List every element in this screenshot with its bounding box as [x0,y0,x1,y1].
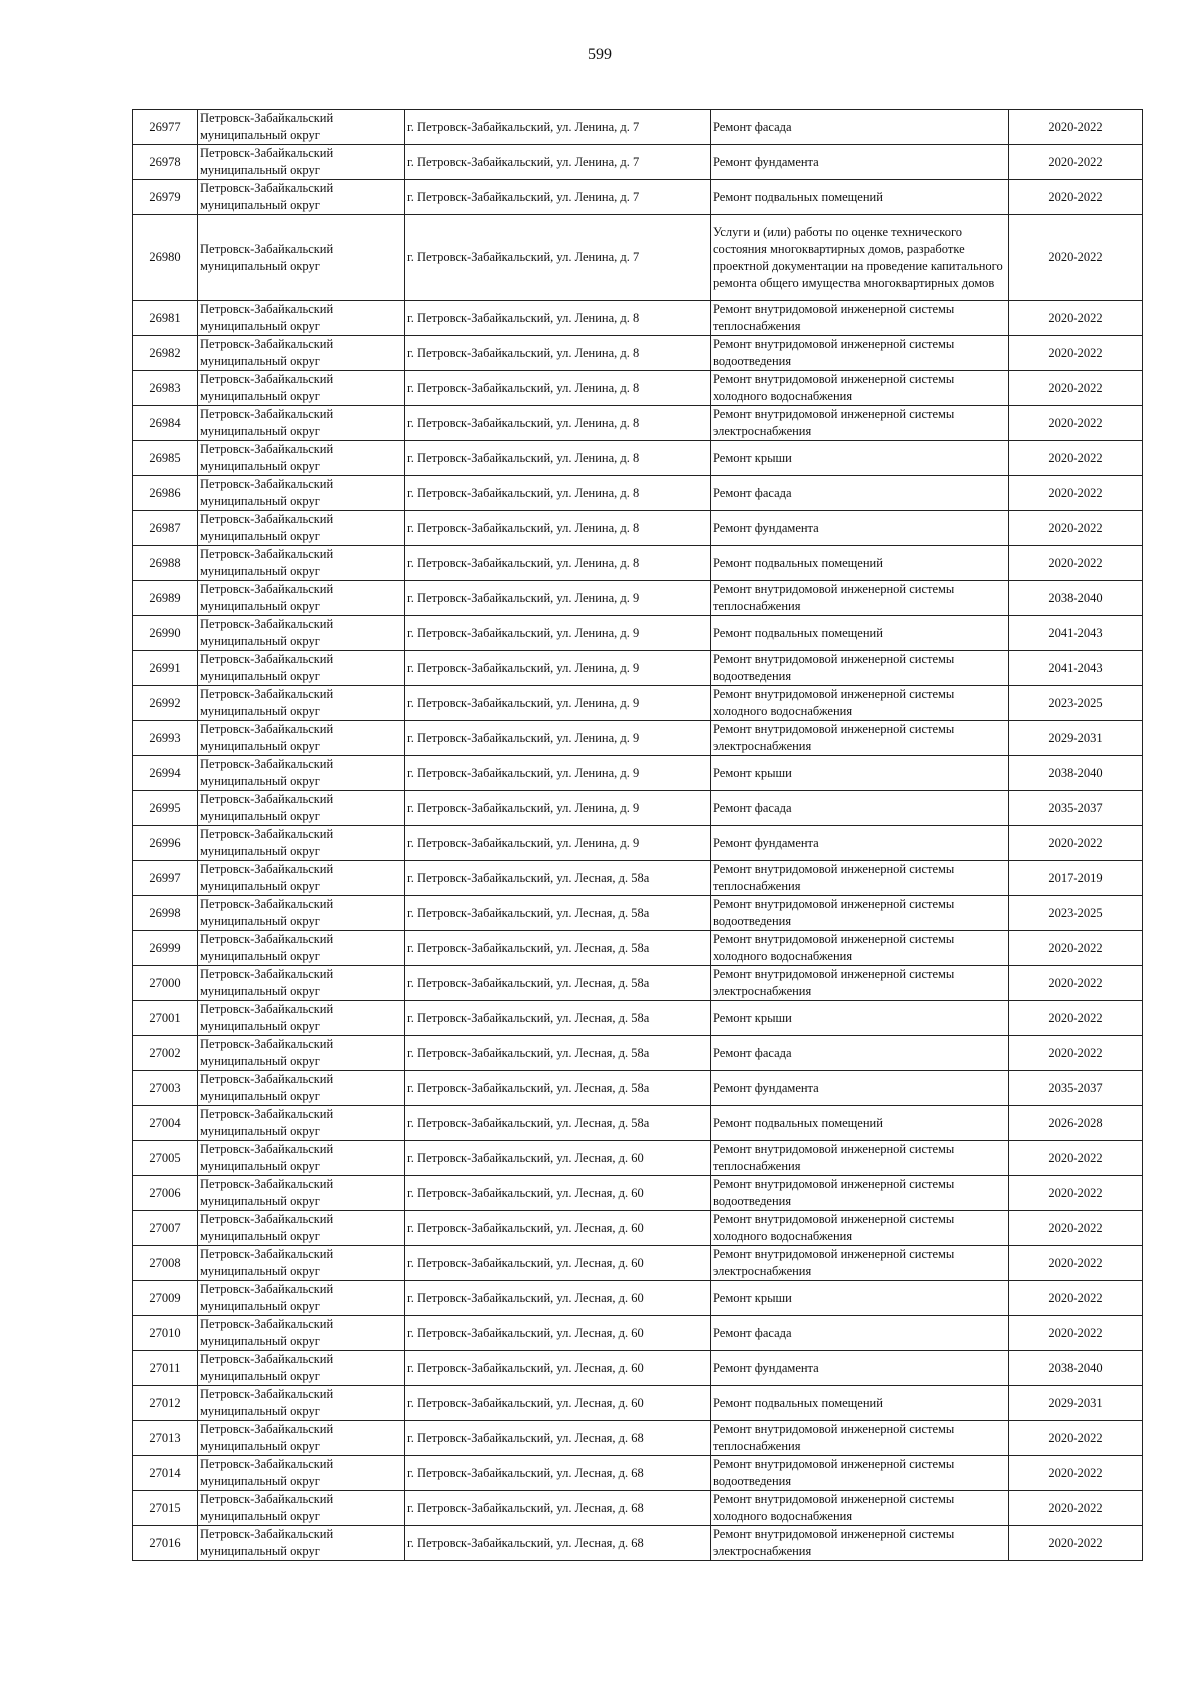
period-cell: 2020-2022 [1009,110,1143,145]
table-row [133,826,1143,861]
row-id-cell: 26991 [133,651,198,686]
period-cell: 2020-2022 [1009,1526,1143,1561]
work-type-cell: Ремонт внутридомовой инженерной системы холодного водоснабжения [711,931,1009,966]
period-cell: 2020-2022 [1009,336,1143,371]
work-type-cell: Ремонт фасада [711,791,1009,826]
table-row [133,1071,1143,1106]
address-cell: г. Петровск-Забайкальский, ул. Лесная, д. 58а [405,1036,711,1071]
address-cell: г. Петровск-Забайкальский, ул. Ленина, д. 8 [405,511,711,546]
table-row [133,1281,1143,1316]
table-row [133,1176,1143,1211]
municipality-cell: Петровск-Забайкальский муниципальный округ [198,1421,405,1456]
period-cell: 2017-2019 [1009,861,1143,896]
row-id-cell: 27011 [133,1351,198,1386]
row-id-cell: 26995 [133,791,198,826]
period-cell: 2020-2022 [1009,511,1143,546]
period-cell: 2020-2022 [1009,966,1143,1001]
municipality-cell: Петровск-Забайкальский муниципальный округ [198,1176,405,1211]
row-id-cell: 26999 [133,931,198,966]
period-cell: 2020-2022 [1009,215,1143,301]
page-number: 599 [588,46,612,63]
work-type-cell: Ремонт внутридомовой инженерной системы холодного водоснабжения [711,1491,1009,1526]
row-id-cell: 27000 [133,966,198,1001]
address-cell: г. Петровск-Забайкальский, ул. Лесная, д. 58а [405,861,711,896]
repair-schedule-table [132,109,1143,1561]
period-cell: 2038-2040 [1009,581,1143,616]
table-row [133,1351,1143,1386]
address-cell: г. Петровск-Забайкальский, ул. Ленина, д. 9 [405,721,711,756]
table-row [133,1246,1143,1281]
period-cell: 2020-2022 [1009,1491,1143,1526]
municipality-cell: Петровск-Забайкальский муниципальный округ [198,406,405,441]
work-type-cell: Ремонт подвальных помещений [711,1106,1009,1141]
address-cell: г. Петровск-Забайкальский, ул. Ленина, д. 9 [405,651,711,686]
work-type-cell: Ремонт фундамента [711,826,1009,861]
address-cell: г. Петровск-Забайкальский, ул. Лесная, д. 60 [405,1176,711,1211]
address-cell: г. Петровск-Забайкальский, ул. Лесная, д. 60 [405,1281,711,1316]
row-id-cell: 26996 [133,826,198,861]
address-cell: г. Петровск-Забайкальский, ул. Ленина, д. 8 [405,476,711,511]
address-cell: г. Петровск-Забайкальский, ул. Ленина, д. 8 [405,336,711,371]
table-row [133,145,1143,180]
table-row [133,756,1143,791]
period-cell: 2023-2025 [1009,896,1143,931]
address-cell: г. Петровск-Забайкальский, ул. Лесная, д. 60 [405,1211,711,1246]
work-type-cell: Ремонт внутридомовой инженерной системы водоотведения [711,651,1009,686]
table-row [133,581,1143,616]
period-cell: 2020-2022 [1009,1211,1143,1246]
table-row [133,1456,1143,1491]
table-row [133,1211,1143,1246]
work-type-cell: Ремонт подвальных помещений [711,180,1009,215]
row-id-cell: 27014 [133,1456,198,1491]
work-type-cell: Ремонт фасада [711,1036,1009,1071]
period-cell: 2023-2025 [1009,686,1143,721]
address-cell: г. Петровск-Забайкальский, ул. Лесная, д. 68 [405,1526,711,1561]
row-id-cell: 26993 [133,721,198,756]
address-cell: г. Петровск-Забайкальский, ул. Ленина, д. 7 [405,145,711,180]
row-id-cell: 26983 [133,371,198,406]
municipality-cell: Петровск-Забайкальский муниципальный округ [198,791,405,826]
period-cell: 2035-2037 [1009,791,1143,826]
row-id-cell: 26986 [133,476,198,511]
row-id-cell: 26984 [133,406,198,441]
municipality-cell: Петровск-Забайкальский муниципальный округ [198,441,405,476]
table-row [133,301,1143,336]
work-type-cell: Ремонт внутридомовой инженерной системы теплоснабжения [711,1421,1009,1456]
period-cell: 2020-2022 [1009,476,1143,511]
row-id-cell: 27009 [133,1281,198,1316]
row-id-cell: 26980 [133,215,198,301]
address-cell: г. Петровск-Забайкальский, ул. Ленина, д. 8 [405,301,711,336]
row-id-cell: 26985 [133,441,198,476]
table-row [133,511,1143,546]
row-id-cell: 27013 [133,1421,198,1456]
row-id-cell: 26978 [133,145,198,180]
municipality-cell: Петровск-Забайкальский муниципальный округ [198,301,405,336]
row-id-cell: 26992 [133,686,198,721]
table-row [133,931,1143,966]
row-id-cell: 27016 [133,1526,198,1561]
address-cell: г. Петровск-Забайкальский, ул. Лесная, д. 58а [405,966,711,1001]
row-id-cell: 26998 [133,896,198,931]
address-cell: г. Петровск-Забайкальский, ул. Лесная, д. 58а [405,1071,711,1106]
municipality-cell: Петровск-Забайкальский муниципальный округ [198,616,405,651]
table-row [133,1526,1143,1561]
address-cell: г. Петровск-Забайкальский, ул. Лесная, д. 58а [405,931,711,966]
period-cell: 2020-2022 [1009,1176,1143,1211]
work-type-cell: Ремонт фундамента [711,1071,1009,1106]
municipality-cell: Петровск-Забайкальский муниципальный округ [198,110,405,145]
table-row [133,476,1143,511]
work-type-cell: Ремонт внутридомовой инженерной системы водоотведения [711,336,1009,371]
table-row [133,1316,1143,1351]
work-type-cell: Ремонт фундамента [711,145,1009,180]
work-type-cell: Ремонт фасада [711,1316,1009,1351]
period-cell: 2020-2022 [1009,371,1143,406]
table-row [133,721,1143,756]
table-row [133,546,1143,581]
municipality-cell: Петровск-Забайкальский муниципальный округ [198,756,405,791]
row-id-cell: 27006 [133,1176,198,1211]
work-type-cell: Ремонт фасада [711,476,1009,511]
municipality-cell: Петровск-Забайкальский муниципальный округ [198,1456,405,1491]
table-body [133,110,1143,1561]
address-cell: г. Петровск-Забайкальский, ул. Ленина, д. 7 [405,180,711,215]
municipality-cell: Петровск-Забайкальский муниципальный округ [198,931,405,966]
address-cell: г. Петровск-Забайкальский, ул. Лесная, д. 68 [405,1456,711,1491]
address-cell: г. Петровск-Забайкальский, ул. Лесная, д. 68 [405,1421,711,1456]
table-row [133,651,1143,686]
work-type-cell: Ремонт внутридомовой инженерной системы теплоснабжения [711,581,1009,616]
table-row [133,686,1143,721]
table-row [133,336,1143,371]
period-cell: 2020-2022 [1009,1456,1143,1491]
municipality-cell: Петровск-Забайкальский муниципальный округ [198,1491,405,1526]
row-id-cell: 27004 [133,1106,198,1141]
municipality-cell: Петровск-Забайкальский муниципальный округ [198,145,405,180]
row-id-cell: 26977 [133,110,198,145]
period-cell: 2020-2022 [1009,546,1143,581]
row-id-cell: 27007 [133,1211,198,1246]
work-type-cell: Ремонт внутридомовой инженерной системы водоотведения [711,1456,1009,1491]
period-cell: 2020-2022 [1009,931,1143,966]
period-cell: 2020-2022 [1009,1141,1143,1176]
row-id-cell: 26997 [133,861,198,896]
municipality-cell: Петровск-Забайкальский муниципальный округ [198,1071,405,1106]
work-type-cell: Ремонт подвальных помещений [711,1386,1009,1421]
municipality-cell: Петровск-Забайкальский муниципальный округ [198,861,405,896]
table-row [133,110,1143,145]
address-cell: г. Петровск-Забайкальский, ул. Лесная, д. 60 [405,1246,711,1281]
municipality-cell: Петровск-Забайкальский муниципальный округ [198,546,405,581]
address-cell: г. Петровск-Забайкальский, ул. Лесная, д. 60 [405,1141,711,1176]
address-cell: г. Петровск-Забайкальский, ул. Ленина, д. 9 [405,756,711,791]
address-cell: г. Петровск-Забайкальский, ул. Ленина, д. 8 [405,371,711,406]
row-id-cell: 27003 [133,1071,198,1106]
work-type-cell: Ремонт крыши [711,441,1009,476]
work-type-cell: Ремонт внутридомовой инженерной системы электроснабжения [711,1526,1009,1561]
municipality-cell: Петровск-Забайкальский муниципальный округ [198,721,405,756]
table-row [133,1386,1143,1421]
municipality-cell: Петровск-Забайкальский муниципальный округ [198,686,405,721]
work-type-cell: Ремонт внутридомовой инженерной системы водоотведения [711,1176,1009,1211]
address-cell: г. Петровск-Забайкальский, ул. Ленина, д. 8 [405,441,711,476]
table-row [133,1106,1143,1141]
work-type-cell: Ремонт внутридомовой инженерной системы теплоснабжения [711,861,1009,896]
row-id-cell: 27001 [133,1001,198,1036]
table-row [133,215,1143,301]
municipality-cell: Петровск-Забайкальский муниципальный округ [198,581,405,616]
row-id-cell: 26982 [133,336,198,371]
work-type-cell: Ремонт внутридомовой инженерной системы холодного водоснабжения [711,686,1009,721]
work-type-cell: Ремонт внутридомовой инженерной системы водоотведения [711,896,1009,931]
period-cell: 2020-2022 [1009,1421,1143,1456]
municipality-cell: Петровск-Забайкальский муниципальный округ [198,1246,405,1281]
address-cell: г. Петровск-Забайкальский, ул. Ленина, д. 8 [405,546,711,581]
address-cell: г. Петровск-Забайкальский, ул. Лесная, д. 60 [405,1316,711,1351]
table-row [133,441,1143,476]
period-cell: 2020-2022 [1009,826,1143,861]
row-id-cell: 27015 [133,1491,198,1526]
work-type-cell: Ремонт подвальных помещений [711,616,1009,651]
municipality-cell: Петровск-Забайкальский муниципальный округ [198,336,405,371]
table-row [133,616,1143,651]
municipality-cell: Петровск-Забайкальский муниципальный округ [198,1281,405,1316]
row-id-cell: 26987 [133,511,198,546]
period-cell: 2020-2022 [1009,1036,1143,1071]
period-cell: 2041-2043 [1009,651,1143,686]
period-cell: 2038-2040 [1009,756,1143,791]
work-type-cell: Ремонт внутридомовой инженерной системы теплоснабжения [711,301,1009,336]
address-cell: г. Петровск-Забайкальский, ул. Ленина, д. 9 [405,826,711,861]
table-row [133,371,1143,406]
row-id-cell: 26988 [133,546,198,581]
address-cell: г. Петровск-Забайкальский, ул. Ленина, д. 7 [405,215,711,301]
municipality-cell: Петровск-Забайкальский муниципальный округ [198,511,405,546]
work-type-cell: Ремонт фундамента [711,511,1009,546]
table-row [133,406,1143,441]
address-cell: г. Петровск-Забайкальский, ул. Лесная, д. 60 [405,1351,711,1386]
municipality-cell: Петровск-Забайкальский муниципальный округ [198,1141,405,1176]
period-cell: 2020-2022 [1009,180,1143,215]
work-type-cell: Ремонт крыши [711,1281,1009,1316]
municipality-cell: Петровск-Забайкальский муниципальный округ [198,651,405,686]
address-cell: г. Петровск-Забайкальский, ул. Лесная, д. 68 [405,1491,711,1526]
municipality-cell: Петровск-Забайкальский муниципальный округ [198,215,405,301]
row-id-cell: 27005 [133,1141,198,1176]
municipality-cell: Петровск-Забайкальский муниципальный округ [198,1526,405,1561]
table-row [133,791,1143,826]
work-type-cell: Ремонт внутридомовой инженерной системы электроснабжения [711,1246,1009,1281]
work-type-cell: Ремонт внутридомовой инженерной системы теплоснабжения [711,1141,1009,1176]
period-cell: 2020-2022 [1009,145,1143,180]
period-cell: 2020-2022 [1009,1316,1143,1351]
work-type-cell: Ремонт внутридомовой инженерной системы электроснабжения [711,721,1009,756]
work-type-cell: Услуги и (или) работы по оценке технического состояния многоквартирных домов, разработке проектной документации на проведение капитального ремонта общего имущества многоквартирных домов [711,215,1009,301]
work-type-cell: Ремонт фундамента [711,1351,1009,1386]
period-cell: 2029-2031 [1009,1386,1143,1421]
municipality-cell: Петровск-Забайкальский муниципальный округ [198,476,405,511]
municipality-cell: Петровск-Забайкальский муниципальный округ [198,1316,405,1351]
address-cell: г. Петровск-Забайкальский, ул. Лесная, д. 58а [405,1001,711,1036]
period-cell: 2029-2031 [1009,721,1143,756]
address-cell: г. Петровск-Забайкальский, ул. Ленина, д. 9 [405,616,711,651]
work-type-cell: Ремонт фасада [711,110,1009,145]
table-row [133,861,1143,896]
period-cell: 2020-2022 [1009,441,1143,476]
work-type-cell: Ремонт внутридомовой инженерной системы холодного водоснабжения [711,1211,1009,1246]
municipality-cell: Петровск-Забайкальский муниципальный округ [198,896,405,931]
municipality-cell: Петровск-Забайкальский муниципальный округ [198,1106,405,1141]
municipality-cell: Петровск-Забайкальский муниципальный округ [198,180,405,215]
work-type-cell: Ремонт крыши [711,1001,1009,1036]
table-row [133,1491,1143,1526]
work-type-cell: Ремонт внутридомовой инженерной системы холодного водоснабжения [711,371,1009,406]
municipality-cell: Петровск-Забайкальский муниципальный округ [198,966,405,1001]
municipality-cell: Петровск-Забайкальский муниципальный округ [198,826,405,861]
address-cell: г. Петровск-Забайкальский, ул. Ленина, д. 9 [405,581,711,616]
municipality-cell: Петровск-Забайкальский муниципальный округ [198,1001,405,1036]
row-id-cell: 27008 [133,1246,198,1281]
row-id-cell: 27010 [133,1316,198,1351]
row-id-cell: 26994 [133,756,198,791]
table-row [133,966,1143,1001]
work-type-cell: Ремонт подвальных помещений [711,546,1009,581]
row-id-cell: 26989 [133,581,198,616]
work-type-cell: Ремонт внутридомовой инженерной системы электроснабжения [711,966,1009,1001]
table-row [133,1141,1143,1176]
table-row [133,1036,1143,1071]
address-cell: г. Петровск-Забайкальский, ул. Ленина, д. 9 [405,686,711,721]
municipality-cell: Петровск-Забайкальский муниципальный округ [198,371,405,406]
period-cell: 2035-2037 [1009,1071,1143,1106]
row-id-cell: 27002 [133,1036,198,1071]
period-cell: 2020-2022 [1009,1281,1143,1316]
municipality-cell: Петровск-Забайкальский муниципальный округ [198,1351,405,1386]
row-id-cell: 26979 [133,180,198,215]
row-id-cell: 26990 [133,616,198,651]
address-cell: г. Петровск-Забайкальский, ул. Лесная, д. 60 [405,1386,711,1421]
period-cell: 2020-2022 [1009,406,1143,441]
municipality-cell: Петровск-Забайкальский муниципальный округ [198,1036,405,1071]
address-cell: г. Петровск-Забайкальский, ул. Лесная, д. 58а [405,1106,711,1141]
work-type-cell: Ремонт крыши [711,756,1009,791]
row-id-cell: 26981 [133,301,198,336]
period-cell: 2020-2022 [1009,301,1143,336]
address-cell: г. Петровск-Забайкальский, ул. Ленина, д. 8 [405,406,711,441]
table-row [133,1001,1143,1036]
period-cell: 2038-2040 [1009,1351,1143,1386]
address-cell: г. Петровск-Забайкальский, ул. Лесная, д. 58а [405,896,711,931]
work-type-cell: Ремонт внутридомовой инженерной системы электроснабжения [711,406,1009,441]
period-cell: 2041-2043 [1009,616,1143,651]
address-cell: г. Петровск-Забайкальский, ул. Ленина, д. 7 [405,110,711,145]
address-cell: г. Петровск-Забайкальский, ул. Ленина, д. 9 [405,791,711,826]
period-cell: 2026-2028 [1009,1106,1143,1141]
municipality-cell: Петровск-Забайкальский муниципальный округ [198,1386,405,1421]
table-row [133,896,1143,931]
period-cell: 2020-2022 [1009,1001,1143,1036]
row-id-cell: 27012 [133,1386,198,1421]
municipality-cell: Петровск-Забайкальский муниципальный округ [198,1211,405,1246]
table-row [133,1421,1143,1456]
period-cell: 2020-2022 [1009,1246,1143,1281]
table-row [133,180,1143,215]
